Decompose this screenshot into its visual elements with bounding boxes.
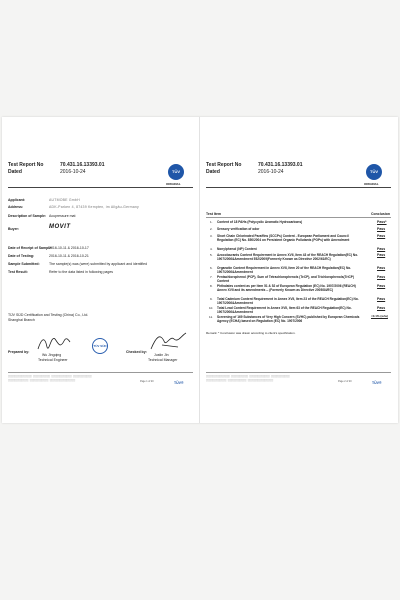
item-result: Pass	[377, 253, 386, 257]
item-text: Screening of 169 Substances of Very High Concern (SVHC) published by European Chemicals Agency (ECHA) based on Regulation (EC) No. 1907/2006	[217, 315, 360, 323]
checked-by-label: Checked by:	[126, 350, 147, 354]
table-header-divider	[206, 217, 391, 218]
col-conclusion: Conclusion	[371, 212, 391, 216]
description-value: Acupressure mat	[49, 214, 76, 218]
item-text: Short Chain Chlorinated Paraffins (SCCPs) Content - European Parliament and Council Regulation (EC) No. 850/2004 on Persistent Organic Pollutants (POPs) with Amendment	[217, 234, 350, 242]
sample-submitted-value: The sample(s) was (were) submitted by applicant and identified	[49, 262, 148, 266]
item-result: Pass	[377, 284, 386, 288]
item-result: Pass	[377, 227, 386, 231]
item-no: 11.	[209, 315, 213, 319]
item-result: Pass	[377, 247, 386, 251]
item-result: Pass	[377, 234, 386, 238]
item-result: Pass*	[377, 220, 387, 224]
item-text: Nonylphenol (NP) Content	[217, 247, 257, 251]
item-no: 9.	[210, 297, 213, 301]
item-text: Pentachlorophenol (PCP), Sum of Tetrachlorophenols (TeCP), and Trichlorophenols(TriCP) Content	[217, 275, 354, 283]
item-text: Content of 18 PAHs (Polycyclic Aromatic Hydrocarbons)	[217, 220, 303, 224]
company-line-1: TÜV SÜD Certification and Testing (China) Co., Ltd.	[8, 313, 89, 317]
report-page-2: Test Report No 70.431.16.13393.01 Dated 2016-10-24 TÜV ORIGINAL Test Item Conclusion 1. Content of 18 PAHs (Polycyclic Aromatic Hydrocarbons) Pass* 2. Sensory verification of odor Pass 3. Short Chain Chlorinated Paraffins (SCCPs) Content - European Parliament and Council Regulation (EC) No. 850/2004 on Persistent Organic Pollutants (POPs) with Amendment Pass 4. Nonylphenol (NP) Content Pass 5. Azocolourants Content Requirement in Annex XVII, Item 43 of the REACH Regulation(EC) No. 1907/2006&Amendment 552/2009(Formerly Known as Directive 2002/61/EC) Pass 6. Organotin Content Requirement in Annex XVII, Item 20 of the REACH Regulation(EC) No. 1907/2006&Amendment Pass 7. Pentachlorophenol (PCP), Sum of Tetrachlorophenols (TeCP), and Trichlorophenols(TriCP) Content Pass 8. Phthalates content as per Item 51 & 52 of European Regulation (EC) No. 1907/2006 (REACH) Annex XVII and its amendments -- (Formerly Known as Directive 2005/84/EC) Pass 9. Total Cadmium Content Requirement in Annex XVII, Item 23 of the REACH Regulation(EC) No. 1907/2006&Amendment Pass 10. Total Lead Content Requirement in Annex XVII, Item 63 of the REACH Regulation(EC) No. 1907/2006&Amendment Pass 11. Screening of 169 Substances of Very High Concern (SVHC) published by European Chemicals Agency (ECHA) based on Regulation (EC) No. 1907/2006 <0.1% (w/w) Remark: * Conclusion was drawn according to client's specification. ░░░░░░░░░░░░░░ ░░░░░░░░░░ ░░░░░░░░░░░░ ░░░░░░░░░░░ ░░░░░░░░░░░░ ░░░░░░░░░░░ ░░░░░░░░░░░░░░░ Page 2 of 20 TÜV®	[206, 162, 391, 385]
description-label: Description of Sample:	[8, 214, 47, 218]
footer-brand-logo: TÜV®	[174, 381, 184, 385]
footer-page: Page 1 of 20	[140, 380, 154, 383]
report-no: 70.431.16.13393.01	[258, 162, 303, 168]
item-result: Pass	[377, 306, 386, 310]
item-text: Organotin Content Requirement in Annex XVII, Item 20 of the REACH Regulation(EC) No. 1907/2006&Amendment	[217, 266, 352, 274]
original-caption: ORIGINAL	[364, 182, 379, 186]
tuv-stamp-icon: TÜV SÜD	[92, 338, 108, 354]
sample-submitted-label: Sample Submitted:	[8, 262, 40, 266]
address-label: Address:	[8, 205, 24, 209]
original-caption: ORIGINAL	[166, 182, 181, 186]
footer-divider	[8, 372, 193, 373]
item-no: 2.	[210, 227, 213, 231]
testing-date-label: Date of Testing:	[8, 254, 35, 258]
header-divider	[8, 187, 193, 188]
applicant-label: Applicant:	[8, 198, 26, 202]
item-text: Phthalates content as per Item 51 & 52 of European Regulation (EC) No. 1907/2006 (REACH) Annex XVII and its amendments -- (Formerly Known as Directive 2005/84/EC)	[217, 284, 356, 292]
footer-divider	[206, 372, 391, 373]
movit-logo: MOVIT	[49, 224, 71, 230]
company-line-2: Shanghai Branch	[8, 318, 35, 322]
tuv-logo-icon: TÜV	[366, 164, 382, 180]
report-page-1: Test Report No 70.431.16.13393.01 Dated 2016-10-24 TÜV ORIGINAL Applicant: AUTMOBE GmbH Address: ADK-Parken 4, 87439 Kempten, im Allgäu-Germany Description of Sample: Acupressure mat Buyer: MOVIT Date of Receipt of Sample: 2016-10-11 & 2016-10-17 Date of Testing: 2016-10-11 & 2016-10-21 Sample Submitted: The sample(s) was (were) submitted by applicant and identified Test Result: Refer to the data listed in following pages TÜV SÜD Certification and Testing (China) Co., Ltd. Shanghai Branch Prepared by: Wu Jingqing Technical Engineer TÜV SÜD Checked by: Justin Jin Technical Manager ░░░░░░░░░░░░░░ ░░░░░░░░░░ ░░░░░░░░░░░░ ░░░░░░░░░░░ ░░░░░░░░░░░░ ░░░░░░░░░░░ ░░░░░░░░░░░░░░░ Page 1 of 20 TÜV®	[2, 117, 199, 423]
footer-page: Page 2 of 20	[338, 380, 352, 383]
remark: Remark: * Conclusion was drawn according to client's specification.	[206, 331, 296, 335]
item-no: 7.	[210, 275, 213, 279]
test-result-value: Refer to the data listed in following pages	[49, 270, 114, 274]
report-no-label: Test Report No	[206, 162, 242, 168]
prepared-by-label: Prepared by:	[8, 350, 30, 354]
test-result-label: Test Result:	[8, 270, 28, 274]
item-no: 4.	[210, 247, 213, 251]
item-no: 6.	[210, 266, 213, 270]
item-result: Pass	[377, 266, 386, 270]
item-text: Azocolourants Content Requirement in Annex XVII, Item 43 of the REACH Regulation(EC) No. 1907/2006&Amendment 552/2009(Formerly Known as Directive 2002/61/EC)	[217, 253, 359, 261]
receipt-date-value: 2016-10-11 & 2016-10-17	[49, 246, 89, 250]
dated: 2016-10-24	[60, 169, 86, 175]
item-no: 8.	[210, 284, 213, 288]
item-result: Pass	[377, 297, 386, 301]
prepared-name: Wu Jingqing	[42, 353, 62, 357]
item-no: 5.	[210, 253, 213, 257]
applicant-value: AUTMOBE GmbH	[49, 198, 80, 202]
item-no: 10.	[209, 306, 214, 310]
item-result: <0.1% (w/w)	[371, 314, 388, 318]
checked-name: Justin Jin	[154, 353, 169, 357]
item-no: 3.	[210, 234, 213, 238]
tuv-logo-icon: TÜV	[168, 164, 184, 180]
address-value: ADK-Parken 4, 87439 Kempten, im Allgäu-Germany	[49, 205, 139, 209]
receipt-date-label: Date of Receipt of Sample:	[8, 246, 53, 250]
item-text: Sensory verification of odor	[217, 227, 260, 231]
test-report-sheet	[2, 117, 398, 423]
col-test-item: Test Item	[206, 212, 222, 216]
item-no: 1.	[210, 220, 213, 224]
prepared-title: Technical Engineer	[38, 358, 68, 362]
checked-signature-icon	[148, 331, 188, 353]
dated: 2016-10-24	[258, 169, 284, 175]
footer-fineprint: ░░░░░░░░░░░░░░ ░░░░░░░░░░ ░░░░░░░░░░░░ ░░░░░░░░░░░	[8, 375, 92, 378]
buyer-label: Buyer:	[8, 227, 20, 231]
prepared-signature-icon	[36, 333, 72, 353]
report-no-label: Test Report No	[8, 162, 44, 168]
report-no: 70.431.16.13393.01	[60, 162, 105, 168]
item-text: Total Lead Content Requirement in Annex XVII, Item 63 of the REACH Regulation(EC) No. 1907/2006&Amendment	[217, 306, 352, 314]
header-divider	[206, 187, 391, 188]
testing-date-value: 2016-10-11 & 2016-10-21	[49, 254, 89, 258]
dated-label: Dated	[206, 169, 220, 175]
item-text: Total Cadmium Content Requirement in Annex XVII, Item 23 of the REACH Regulation(EC) No. 1907/2006&Amendment	[217, 297, 359, 305]
checked-title: Technical Manager	[148, 358, 178, 362]
dated-label: Dated	[8, 169, 22, 175]
footer-fineprint: ░░░░░░░░░░░░░░ ░░░░░░░░░░ ░░░░░░░░░░░░ ░░░░░░░░░░░	[206, 375, 290, 378]
item-result: Pass	[377, 275, 386, 279]
footer-brand-logo: TÜV®	[372, 381, 382, 385]
